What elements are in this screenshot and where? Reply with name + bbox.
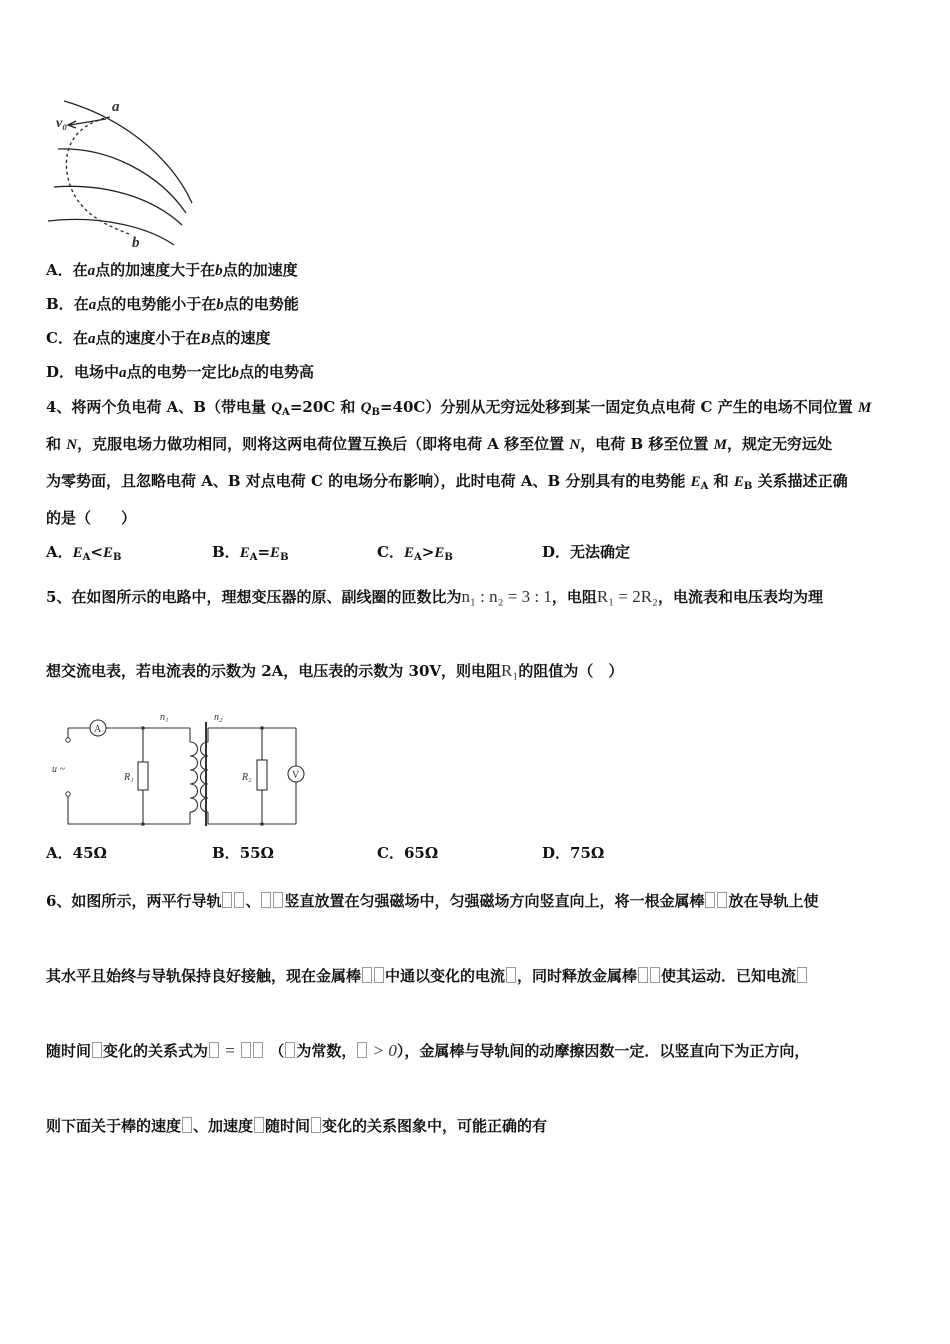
field-line-4 <box>48 219 174 245</box>
q6-line-3: 随时间 变化的关系式为 = （ 为常数， > 0），金属棒与导轨间的动摩擦因数一定．以竖直向下为正方向， <box>46 1041 810 1060</box>
trajectory <box>66 117 132 235</box>
q5-option-c: C．65Ω <box>377 844 439 862</box>
field-lines-figure <box>40 95 200 255</box>
r1-label: R₁ <box>124 772 134 783</box>
source-label: u ~ <box>52 764 65 775</box>
q5-option-a: A．45Ω <box>46 844 107 862</box>
label-a: a <box>112 99 120 115</box>
resistor-r2 <box>257 760 267 790</box>
q4-line-3: 为零势面，且忽略电荷 A、B 对点电荷 C 的电场分布影响），此时电荷 A、B 分别具有的电势能 $E_A$ 和 $E_B$ 关系描述正确 <box>46 472 848 492</box>
resistor-r1 <box>138 762 148 790</box>
q3-option-a: A．在a点的加速度大于在b点的加速度 <box>46 261 298 279</box>
resistance-relation: R₁ = 2R₂ <box>596 587 658 606</box>
turns-ratio: n₁ : n₂ = 3 : 1 <box>461 587 552 606</box>
q4-line-2: 和 N，克服电场力做功相同，则将这两电荷位置互换后（即将电荷 A 移至位置 N，电荷 B 移至位置 M，规定无穷远处 <box>46 435 832 453</box>
field-line-2 <box>58 149 186 213</box>
q4-option-c: C．$E_A>E_B$ <box>377 543 453 563</box>
q4-option-b: B．$E_A=E_B$ <box>212 543 289 563</box>
q3-option-b: B．在a点的电势能小于在b点的电势能 <box>46 295 299 313</box>
q5-line-1: 5、在如图所示的电路中，理想变压器的原、副线圈的匝数比为n₁ : n₂ = 3 : 1，电阻R₁ = 2R₂，电流表和电压表均为理 <box>46 587 823 606</box>
voltmeter-label: V <box>292 770 300 781</box>
q5-option-d: D．75Ω <box>542 844 605 862</box>
q6-line-2: 其水平且始终与导轨保持良好接触，现在金属棒 中通以变化的电流 ，同时释放金属棒 使其运动．已知电流 <box>46 965 808 987</box>
q5-option-b: B．55Ω <box>212 844 274 862</box>
q4-line-1: 4、将两个负电荷 A、B（带电量 $Q_A=20C$ 和 $Q_B=40C$）分别从无穷远处移到某一固定负点电荷 C 产生的电场不同位置 M <box>46 398 872 418</box>
q5-line-2: 想交流电表，若电流表的示数为 2A，电压表的示数为 30V，则电阻R₁的阻值为（ ） <box>46 661 624 680</box>
transformer-circuit <box>48 708 308 832</box>
label-b: b <box>132 235 140 251</box>
r2-label: R₂ <box>242 772 252 783</box>
q4-option-a: A．$E_A<E_B$ <box>46 543 122 563</box>
q3-option-d: D．电场中a点的电势一定比b点的电势高 <box>46 363 315 381</box>
q4-line-4: 的是（ ） <box>46 509 137 527</box>
q4-option-d: D．无法确定 <box>542 543 631 561</box>
q6-line-4: 则下面关于棒的速度 、加速度 随时间 变化的关系图象中，可能正确的有 <box>46 1117 548 1135</box>
q6-line-1: 6、如图所示，两平行导轨 、 竖直放置在匀强磁场中，匀强磁场方向竖直向上，将一根金属棒 放在导轨上使 <box>46 892 819 910</box>
n1-label: n₁ <box>160 712 169 723</box>
ammeter-label: A <box>94 724 102 735</box>
q3-option-c: C．在a点的速度小于在B点的速度 <box>46 329 271 347</box>
n2-label: n₂ <box>214 712 223 723</box>
field-line-1 <box>64 101 192 203</box>
primary-coil <box>190 742 198 812</box>
label-v0: v₀ <box>56 116 68 131</box>
